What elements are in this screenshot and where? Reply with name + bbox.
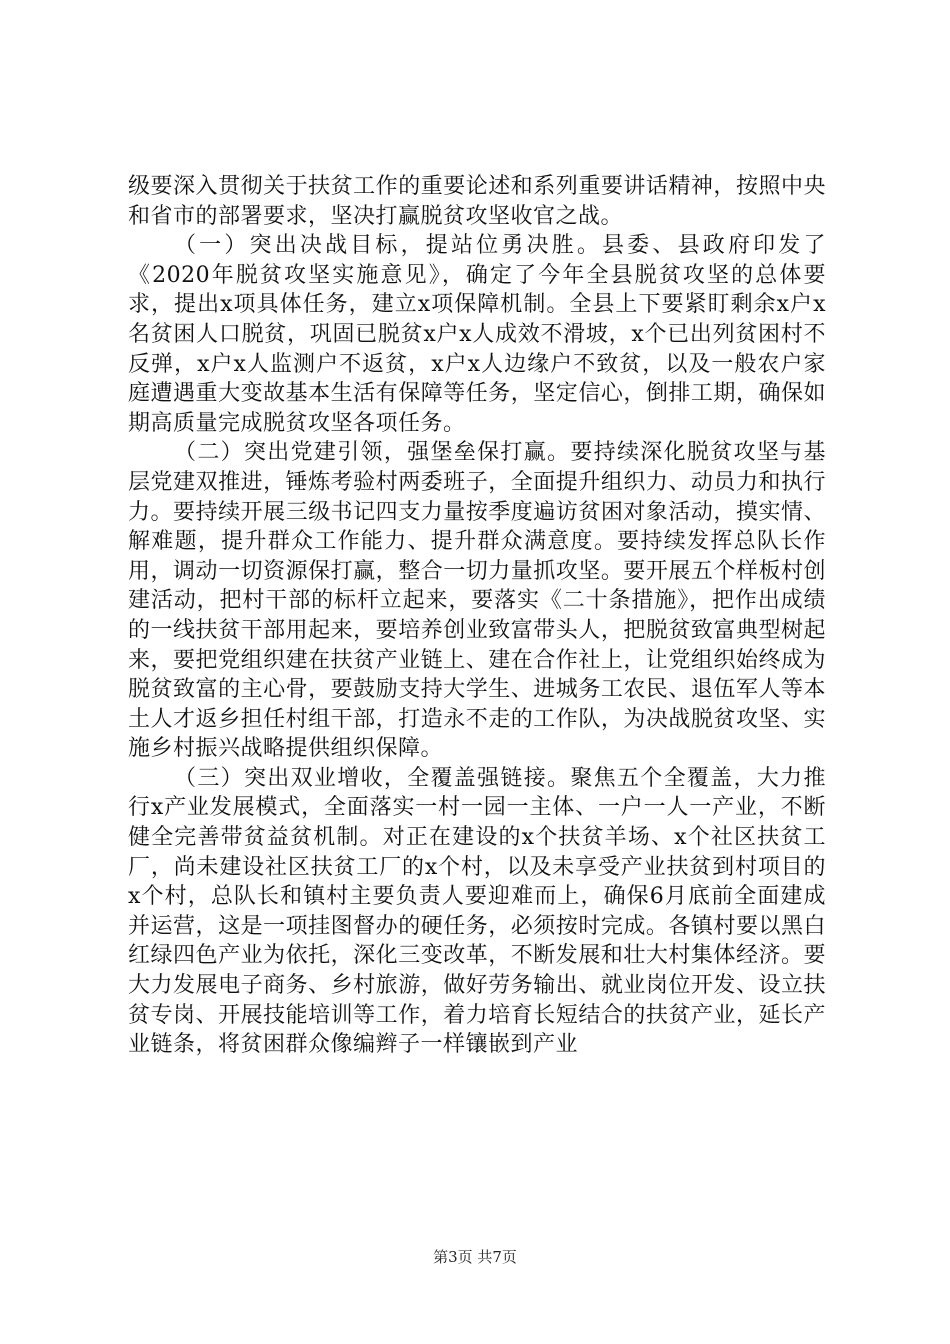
paragraph-continuation: 级要深入贯彻关于扶贫工作的重要论述和系列重要讲话精神，按照中央和省市的部署要求，坚决打赢脱贫攻坚收官之战。 bbox=[128, 174, 826, 229]
paragraph-section-1: （一）突出决战目标，提站位勇决胜。县委、县政府印发了《2020年脱贫攻坚实施意见》，确定了今年全县脱贫攻坚的总体要求，提出x项具体任务，建立x项保障机制。全县上下要紧盯剩余x户x名贫困人口脱贫，巩固已脱贫x户x人成效不滑坡，x个已出列贫困村不反弹，x户x人监测户不返贫，x户x人边缘户不致贫，以及一般农户家庭遭遇重大变故基本生活有保障等任务，坚定信心，倒排工期，确保如期高质量完成脱贫攻坚各项任务。 bbox=[128, 233, 826, 436]
paragraph-section-2: （二）突出党建引领，强堡垒保打赢。要持续深化脱贫攻坚与基层党建双推进，锤炼考验村两委班子，全面提升组织力、动员力和执行力。要持续开展三级书记四支力量按季度遍访贫困对象活动，摸实情、解难题，提升群众工作能力、提升群众满意度。要持续发挥总队长作用，调动一切资源保打赢，整合一切力量抓攻坚。要开展五个样板村创建活动，把村干部的标杆立起来，要落实《二十条措施》，把作出成绩的一线扶贫干部用起来，要培养创业致富带头人，把脱贫致富典型树起来，要把党组织建在扶贫产业链上、建在合作社上，让党组织始终成为脱贫致富的主心骨，要鼓励支持大学生、进城务工农民、退伍军人等本土人才返乡担任村组干部，打造永不走的工作队，为决战脱贫攻坚、实施乡村振兴战略提供组织保障。 bbox=[128, 440, 826, 762]
document-body bbox=[128, 172, 826, 1060]
paragraph-section-3: （三）突出双业增收，全覆盖强链接。聚焦五个全覆盖，大力推行x产业发展模式，全面落实一村一园一主体、一户一人一产业，不断健全完善带贫益贫机制。对正在建设的x个扶贫羊场、x个社区扶贫工厂，尚未建设社区扶贫工厂的x个村，以及未享受产业扶贫到村项目的x个村，总队长和镇村主要负责人要迎难而上，确保6月底前全面建成并运营，这是一项挂图督办的硬任务，必须按时完成。各镇村要以黑白红绿四色产业为依托，深化三变改革，不断发展和壮大村集体经济。要大力发展电子商务、乡村旅游，做好劳务输出、就业岗位开发、设立扶贫专岗、开展技能培训等工作，着力培育长短结合的扶贫产业，延长产业链条，将贫困群众像编辫子一样镶嵌到产业 bbox=[128, 765, 826, 1058]
page-footer: 第3页 共7页 bbox=[433, 1248, 517, 1266]
